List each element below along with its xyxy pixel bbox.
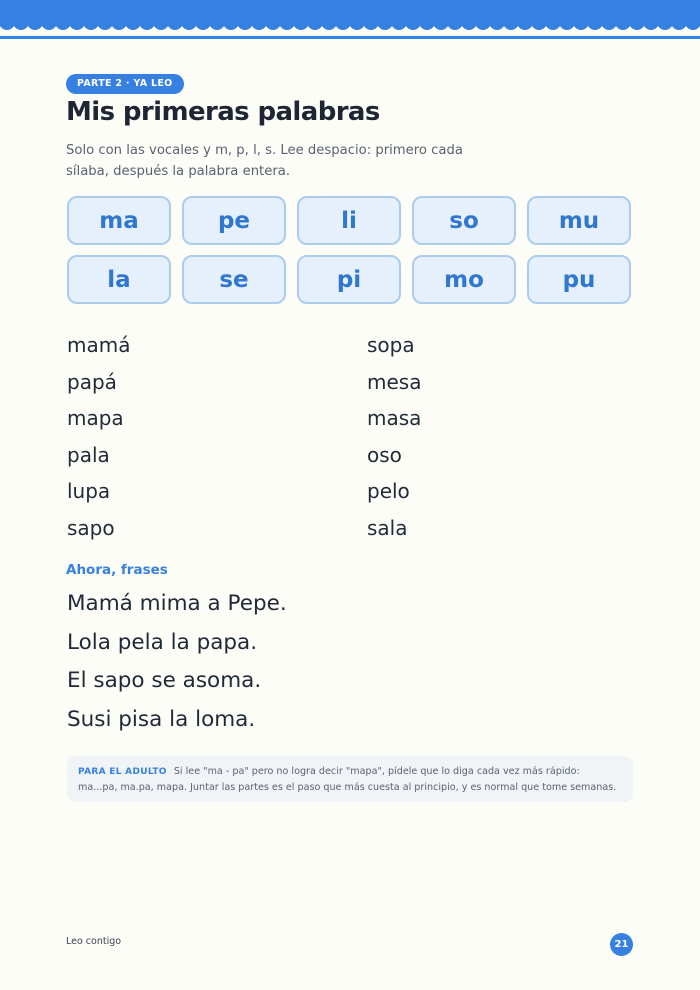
adult-note bbox=[67, 756, 633, 802]
scalloped-top-border bbox=[0, 0, 700, 42]
syllable-card: pe bbox=[182, 196, 286, 245]
syllable-grid bbox=[67, 196, 633, 304]
word-item: sopa bbox=[367, 333, 415, 357]
word-item: sala bbox=[367, 515, 408, 540]
word-item: masa bbox=[367, 406, 422, 431]
syllable-card: mo bbox=[412, 255, 516, 304]
footer-book-title: Leo contigo bbox=[66, 936, 122, 947]
syllable-card: pu bbox=[527, 255, 631, 304]
adult-note-label: PARA EL ADULTO bbox=[78, 767, 167, 777]
word-item: mapa bbox=[67, 406, 124, 431]
syllable-card: mu bbox=[527, 196, 631, 245]
word-item: pala bbox=[67, 442, 110, 467]
word-item: oso bbox=[367, 442, 402, 467]
word-item: papá bbox=[67, 369, 117, 394]
sentence-item: Susi pisa la loma. bbox=[67, 706, 256, 732]
word-item: lupa bbox=[67, 479, 111, 504]
word-list bbox=[67, 327, 633, 547]
sentence-item: El sapo se asoma. bbox=[67, 668, 262, 693]
syllable-card: so bbox=[412, 196, 516, 245]
syllable-card: se bbox=[182, 255, 286, 304]
adult-note-text: Si lee "ma - pa" pero no logra decir "mapa", pídele que lo diga cada vez más rápido: ma...pa, ma.pa, mapa. Juntar las partes es el paso que más cuesta al principio, y es normal que tome semanas. bbox=[78, 766, 617, 793]
sentence-list bbox=[67, 585, 627, 739]
sentence-item: Lola pela la papa. bbox=[67, 629, 258, 655]
intro-text: Solo con las vocales y m, p, l, s. Lee despacio: primero cada sílaba, después la palabra entera. bbox=[66, 143, 463, 179]
word-item: sapo bbox=[67, 515, 115, 540]
syllable-card: la bbox=[67, 255, 171, 304]
syllable-card: li bbox=[297, 196, 401, 245]
word-item: mesa bbox=[367, 369, 422, 394]
page-number: 21 bbox=[610, 933, 633, 956]
page-title: Mis primeras palabras bbox=[66, 97, 380, 127]
sentence-item: Mamá mima a Pepe. bbox=[67, 591, 287, 616]
section-badge: PARTE 2 · YA LEO bbox=[66, 74, 184, 94]
syllable-card: pi bbox=[297, 255, 401, 304]
syllable-card: ma bbox=[67, 196, 171, 245]
sentences-heading: Ahora, frases bbox=[66, 562, 168, 578]
word-item: pelo bbox=[367, 479, 410, 504]
word-item: mamá bbox=[67, 333, 131, 357]
